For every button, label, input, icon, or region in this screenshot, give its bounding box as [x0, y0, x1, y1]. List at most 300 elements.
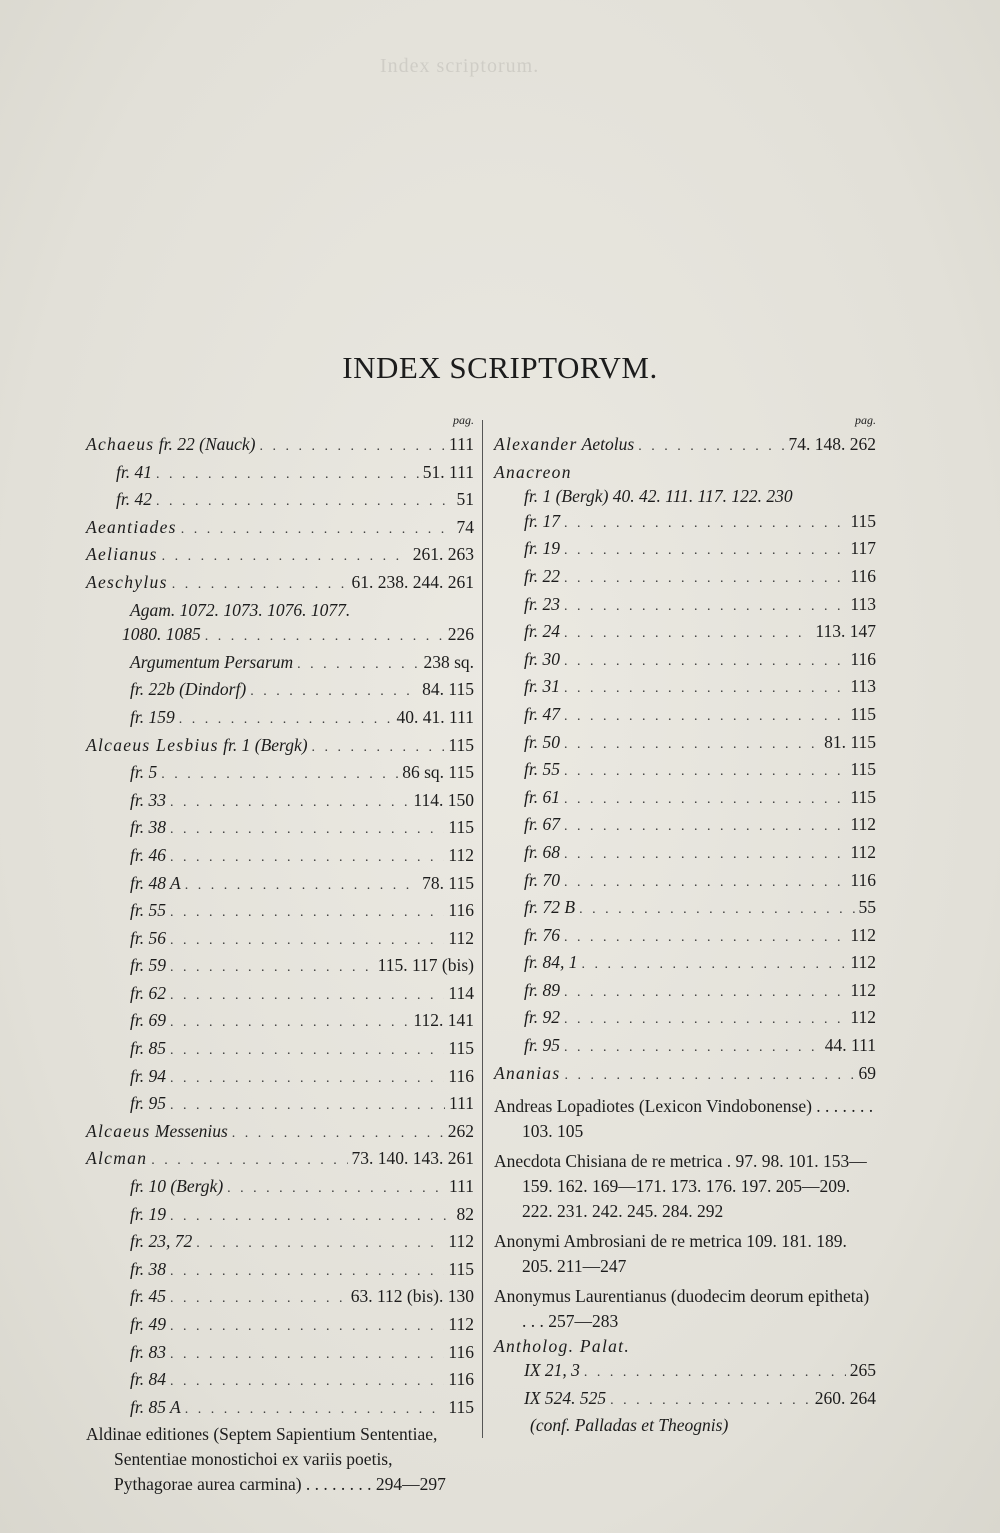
entry-text: [524, 785, 560, 810]
author-name: Aelianus: [86, 544, 158, 565]
page-numbers: 44. 111: [824, 1035, 876, 1056]
index-entry: [494, 647, 876, 675]
entry-reference: fr. 19: [524, 538, 560, 559]
left-entries: [86, 432, 474, 1422]
dot-leader: [564, 512, 846, 537]
entry-reference: fr. 55: [524, 759, 560, 780]
entry-reference: fr. 33: [130, 789, 166, 810]
entry-text: [524, 1033, 560, 1058]
index-entry-aldinae: Aldinae editiones (Septem Sapientium Sententiae, Sententiae monostichoi ex variis poetis, Pythagorae aurea carmina) . . . . . . . . 294—297: [86, 1424, 446, 1494]
page-numbers: 226: [447, 624, 474, 645]
dot-leader: [196, 1232, 444, 1257]
dot-leader: [170, 984, 444, 1009]
entry-reference: fr. 1 (Bergk) 40. 42. 111. 117. 122. 230: [524, 486, 793, 507]
dot-leader: [227, 1177, 445, 1202]
index-entry: [494, 950, 876, 978]
entry-reference: fr. 19: [130, 1203, 166, 1224]
dot-leader: [170, 1260, 444, 1285]
page-numbers: 78. 115: [422, 872, 474, 893]
index-entry: [86, 432, 474, 460]
dot-leader: [156, 463, 419, 488]
index-entry: [86, 460, 474, 488]
page-numbers: 238 sq.: [423, 651, 474, 672]
author-name: Alexander: [494, 434, 578, 454]
page-numbers: 40. 41. 111: [396, 706, 474, 727]
dot-leader: [564, 871, 846, 896]
entry-text: [524, 702, 560, 727]
dot-leader: [564, 539, 846, 564]
entry-reference: fr. 17: [524, 510, 560, 531]
entry-text: [130, 1257, 166, 1282]
dot-leader: [564, 650, 846, 675]
entry-reference: Aetolus: [577, 434, 635, 454]
index-entry: [86, 1036, 474, 1064]
page-numbers: 115: [850, 703, 876, 724]
page-numbers: 116: [448, 1341, 474, 1362]
page-numbers: 86 sq. 115: [402, 762, 474, 783]
index-entry: [86, 677, 474, 705]
entry-reference: fr. 159: [130, 706, 175, 727]
index-entry: [494, 923, 876, 951]
entry-reference: IX 524. 525: [524, 1387, 607, 1408]
dot-leader: [185, 874, 418, 899]
page-numbers: 115: [850, 786, 876, 807]
entry-text: [524, 1005, 560, 1030]
page-numbers: 63. 112 (bis). 130: [350, 1286, 474, 1307]
entry-reference: fr. 41: [116, 461, 152, 482]
dot-leader: [170, 1067, 444, 1092]
entry-reference: (conf. Palladas et Theognis): [530, 1415, 729, 1436]
entry-text: [130, 1202, 166, 1227]
right-column: [494, 412, 876, 1438]
page-numbers: 115. 117 (bis): [377, 955, 474, 976]
index-entry: [86, 1340, 474, 1368]
page-numbers: 111: [449, 1176, 474, 1197]
page-numbers: 116: [448, 900, 474, 921]
page-numbers: 81. 115: [824, 731, 876, 752]
entry-text: [524, 923, 560, 948]
entry-reference: fr. 61: [524, 786, 560, 807]
index-entry: [86, 622, 474, 650]
entry-reference: fr. 83: [130, 1341, 166, 1362]
entry-text: [524, 484, 876, 509]
entry-text: [524, 978, 560, 1003]
dot-leader: [312, 736, 445, 761]
index-entry: [86, 487, 474, 515]
entry-reference: fr. 56: [130, 927, 166, 948]
page-numbers: 51: [456, 489, 474, 510]
page-numbers: 112: [448, 927, 474, 948]
dot-leader: [564, 815, 846, 840]
dot-leader: [297, 653, 419, 678]
entry-reference: fr. 70: [524, 869, 560, 890]
entry-reference: fr. 84: [130, 1369, 166, 1390]
entry-text: [494, 1061, 560, 1086]
index-entry: [86, 898, 474, 926]
entry-text: [524, 757, 560, 782]
entry-text: [524, 950, 577, 975]
entry-reference: fr. 72 B: [524, 897, 576, 918]
dot-leader: [170, 1370, 444, 1395]
index-entry: [494, 1358, 876, 1386]
page-numbers: 262: [447, 1120, 474, 1141]
index-entry: [86, 598, 474, 623]
entry-text: [86, 733, 308, 758]
dot-leader: [181, 518, 453, 543]
entry-text: [524, 564, 560, 589]
entry-reference: fr. 59: [130, 955, 166, 976]
pag-label-left: pag.: [453, 413, 474, 427]
dot-leader: [564, 705, 846, 730]
entry-text: [524, 592, 560, 617]
entry-reference: fr. 48 A: [130, 872, 181, 893]
entry-reference: fr. 22: [524, 565, 560, 586]
entry-reference: fr. 22b (Dindorf): [130, 679, 247, 700]
entry-text: [130, 981, 166, 1006]
dot-leader: [170, 1343, 444, 1368]
page-numbers: 69: [858, 1062, 876, 1083]
dot-leader: [170, 846, 444, 871]
page-numbers: 55: [858, 897, 876, 918]
entry-text: [122, 622, 201, 647]
dot-leader: [564, 843, 846, 868]
page-numbers: 73. 140. 143. 261: [351, 1148, 474, 1169]
dot-leader: [260, 435, 446, 460]
entry-text: [130, 1284, 166, 1309]
entry-reference: fr. 85 A: [130, 1396, 181, 1417]
entry-text: [524, 895, 575, 920]
dot-leader: [581, 953, 846, 978]
page-numbers: 115: [448, 817, 474, 838]
index-entry: [494, 840, 876, 868]
page-numbers: 84. 115: [422, 679, 474, 700]
index-entry: [494, 812, 876, 840]
dot-leader: [170, 929, 444, 954]
page-numbers: 113: [850, 676, 876, 697]
entry-text: [494, 460, 876, 485]
page-numbers: 115: [850, 510, 876, 531]
entry-text: [524, 674, 560, 699]
dot-leader: [564, 677, 846, 702]
entry-reference: fr. 47: [524, 703, 560, 724]
entry-reference: fr. 30: [524, 648, 560, 669]
dot-leader: [584, 1361, 846, 1386]
dot-leader: [564, 926, 846, 951]
page-numbers: 114: [448, 982, 474, 1003]
page-numbers: 74: [456, 516, 474, 537]
entry-reference: 1080. 1085: [122, 624, 201, 645]
entry-reference: fr. 38: [130, 1258, 166, 1279]
index-entry: [494, 564, 876, 592]
dot-leader: [170, 1094, 445, 1119]
entry-text: [130, 650, 293, 675]
entry-reference: fr. 95: [524, 1035, 560, 1056]
entry-reference: Argumentum Persarum: [130, 651, 294, 672]
entry-text: [130, 926, 166, 951]
page-numbers: 112: [448, 1231, 474, 1252]
entry-reference: fr. 45: [130, 1286, 166, 1307]
index-entry: [86, 1257, 474, 1285]
entry-text: [494, 432, 634, 457]
author-name: Aeschylus: [86, 571, 168, 592]
entry-text: [116, 460, 152, 485]
bleed-through-header: Index scriptorum.: [380, 55, 540, 77]
entry-text: [86, 570, 168, 595]
index-entry: [494, 432, 876, 460]
index-entry: [86, 1312, 474, 1340]
entry-text: [130, 1367, 166, 1392]
dot-leader: [564, 733, 820, 758]
author-name: Ananias: [494, 1062, 561, 1083]
entry-text: [130, 1064, 166, 1089]
entry-reference: fr. 67: [524, 814, 560, 835]
entry-reference: fr. 69: [130, 1010, 166, 1031]
index-entry: [494, 1033, 876, 1061]
page-numbers: 112: [850, 979, 876, 1000]
author-name: Antholog. Palat.: [494, 1335, 631, 1356]
page-numbers: 116: [850, 648, 876, 669]
index-entry: [86, 843, 474, 871]
dot-leader: [170, 1315, 444, 1340]
page-numbers: 74. 148. 262: [788, 434, 876, 454]
index-entry: [494, 978, 876, 1006]
entry-text: [524, 1358, 580, 1383]
index-entry: [494, 460, 876, 485]
index-entry: [494, 619, 876, 647]
page-numbers: 82: [456, 1203, 474, 1224]
index-entry: [86, 1091, 474, 1119]
dot-leader: [564, 760, 846, 785]
author-name: Anacreon: [494, 461, 572, 482]
entry-reference: Agam. 1072. 1073. 1076. 1077.: [130, 599, 351, 620]
index-entry: [86, 515, 474, 543]
index-entry: [494, 702, 876, 730]
page-numbers: 117: [850, 538, 876, 559]
page-numbers: 112. 141: [413, 1010, 474, 1031]
dot-leader: [162, 545, 409, 570]
dot-leader: [170, 1205, 453, 1230]
dot-leader: [170, 956, 374, 981]
page-numbers: 111: [449, 434, 474, 454]
index-entry: [86, 953, 474, 981]
dot-leader: [151, 1149, 347, 1174]
entry-reference: fr. 22 (Nauck): [154, 434, 256, 454]
index-entry: [86, 871, 474, 899]
entry-text: [130, 1091, 166, 1116]
page-numbers: 115: [448, 734, 474, 755]
page-numbers: 61. 238. 244. 261: [351, 571, 474, 592]
page-numbers: 261. 263: [412, 544, 474, 565]
entry-text: [530, 1413, 876, 1438]
index-entry: [86, 570, 474, 598]
entry-text: [524, 536, 560, 561]
index-entry: [86, 981, 474, 1009]
entry-text: [130, 1312, 166, 1337]
entry-text: [86, 1146, 147, 1171]
dot-leader: [170, 818, 444, 843]
entry-reference: fr. 89: [524, 979, 560, 1000]
index-entry: [494, 1334, 876, 1359]
right-paragraph-entries: [494, 1094, 876, 1333]
index-entry: [494, 868, 876, 896]
page-numbers: 260. 264: [814, 1387, 876, 1408]
index-entry: [494, 1386, 876, 1414]
index-entry: [86, 815, 474, 843]
dot-leader: [564, 1036, 821, 1061]
entry-text: [130, 1036, 166, 1061]
dot-leader: [564, 1064, 854, 1089]
entry-text: [130, 898, 166, 923]
dot-leader: [185, 1398, 445, 1423]
index-entry: [86, 1395, 474, 1423]
author-name: Alcaeus Lesbius: [86, 734, 219, 755]
dot-leader: [564, 595, 846, 620]
entry-reference: fr. 84, 1: [524, 952, 578, 973]
entry-text: [524, 840, 560, 865]
index-entry: [494, 895, 876, 923]
page-numbers: 112: [850, 952, 876, 973]
dot-leader: [161, 763, 398, 788]
entry-reference: fr. 31: [524, 676, 560, 697]
dot-leader: [579, 898, 854, 923]
index-entry: [86, 650, 474, 678]
entry-text: [130, 677, 246, 702]
page-numbers: 113: [850, 593, 876, 614]
page-numbers: 115: [448, 1396, 474, 1417]
right-entries: [494, 432, 876, 1088]
page-numbers: 116: [448, 1369, 474, 1390]
entry-text: [130, 1008, 166, 1033]
index-entry: [86, 1064, 474, 1092]
entry-text: [130, 815, 166, 840]
entry-reference: fr. 92: [524, 1007, 560, 1028]
entry-reference: fr. 95: [130, 1093, 166, 1114]
dot-leader: [179, 708, 393, 733]
index-entry: [494, 484, 876, 509]
page-numbers: 112: [850, 924, 876, 945]
dot-leader: [564, 788, 846, 813]
index-entry: [86, 1119, 474, 1147]
entry-reference: fr. 46: [130, 844, 166, 865]
entry-reference: fr. 42: [116, 489, 152, 510]
entry-reference: fr. 5: [130, 762, 158, 783]
dot-leader: [170, 1011, 409, 1036]
entry-reference: IX 21, 3: [524, 1360, 580, 1381]
index-entry: [494, 757, 876, 785]
entry-text: [116, 487, 152, 512]
entry-reference: fr. 76: [524, 924, 560, 945]
author-name: Achaeus: [86, 434, 155, 454]
author-name: Alcman: [86, 1148, 148, 1169]
entry-reference: fr. 10 (Bergk): [130, 1176, 224, 1197]
entry-reference: fr. 55: [130, 900, 166, 921]
entry-reference: fr. 94: [130, 1065, 166, 1086]
entry-text: [130, 1229, 192, 1254]
dot-leader: [564, 567, 846, 592]
entry-reference: fr. 38: [130, 817, 166, 838]
dot-leader: [170, 1039, 444, 1064]
entry-text: [130, 598, 474, 623]
entry-text: [524, 509, 560, 534]
dot-leader: [564, 1008, 846, 1033]
index-entry: [494, 674, 876, 702]
page-numbers: 265: [849, 1360, 876, 1381]
index-entry: [494, 730, 876, 758]
entry-text: [130, 843, 166, 868]
index-entry: [494, 785, 876, 813]
index-entry: [86, 760, 474, 788]
page-numbers: 116: [850, 869, 876, 890]
entry-text: [524, 868, 560, 893]
entry-text: [524, 730, 560, 755]
entry-text: [524, 619, 560, 644]
entry-reference: fr. 50: [524, 731, 560, 752]
entry-text: [130, 705, 175, 730]
dot-leader: [170, 1287, 347, 1312]
left-column: [86, 412, 474, 1496]
dot-leader: [638, 435, 784, 460]
dot-leader: [250, 680, 418, 705]
entry-text: [130, 1395, 181, 1420]
page-numbers: 112: [448, 1314, 474, 1334]
dot-leader: [156, 490, 453, 515]
page-numbers: 115: [850, 759, 876, 780]
entry-reference: fr. 24: [524, 621, 560, 642]
author-name: Alcaeus: [86, 1120, 151, 1141]
page-numbers: 112: [850, 814, 876, 835]
index-entry-paragraph: Anonymi Ambrosiani de re metrica 109. 181. 189. 205. 211—247: [494, 1231, 847, 1276]
index-entry: [86, 1174, 474, 1202]
dot-leader: [172, 573, 348, 598]
page-numbers: 112: [448, 844, 474, 865]
index-entry: [86, 1146, 474, 1174]
index-entry: [86, 926, 474, 954]
entry-reference: fr. 23, 72: [130, 1231, 193, 1252]
entry-text: [524, 812, 560, 837]
index-entry-paragraph: Anecdota Chisiana de re metrica . 97. 98. 101. 153—159. 162. 169—171. 173. 176. 197. 205—209. 222. 231. 242. 245. 284. 292: [494, 1151, 867, 1221]
dot-leader: [564, 981, 846, 1006]
pag-label-right: pag.: [855, 413, 876, 427]
entry-reference: fr. 23: [524, 593, 560, 614]
page-numbers: 113. 147: [815, 621, 876, 642]
index-entry: [86, 705, 474, 733]
entry-reference: fr. 85: [130, 1038, 166, 1059]
entry-reference: fr. 68: [524, 841, 560, 862]
entry-text: [524, 647, 560, 672]
entry-text: [86, 432, 256, 457]
index-entry: [86, 1367, 474, 1395]
entry-text: [494, 1334, 876, 1359]
right-tail-entries: [494, 1334, 876, 1438]
page-numbers: 51. 111: [422, 461, 474, 482]
dot-leader: [564, 622, 811, 647]
index-entry: [86, 1229, 474, 1257]
column-divider: [482, 420, 483, 1438]
dot-leader: [610, 1389, 811, 1414]
page-numbers: 111: [449, 1093, 474, 1114]
entry-text: [524, 1386, 606, 1411]
page-numbers: 115: [448, 1038, 474, 1059]
entry-reference: fr. 49: [130, 1314, 166, 1334]
index-entry-paragraph: Andreas Lopadiotes (Lexicon Vindobonense) . . . . . . . 103. 105: [494, 1096, 874, 1141]
index-entry: [494, 592, 876, 620]
entry-reference: fr. 1 (Bergk): [218, 734, 308, 755]
page-numbers: 116: [448, 1065, 474, 1086]
entry-text: [130, 953, 166, 978]
entry-reference: fr. 62: [130, 982, 166, 1003]
index-entry: [494, 1005, 876, 1033]
index-entry: [86, 1284, 474, 1312]
